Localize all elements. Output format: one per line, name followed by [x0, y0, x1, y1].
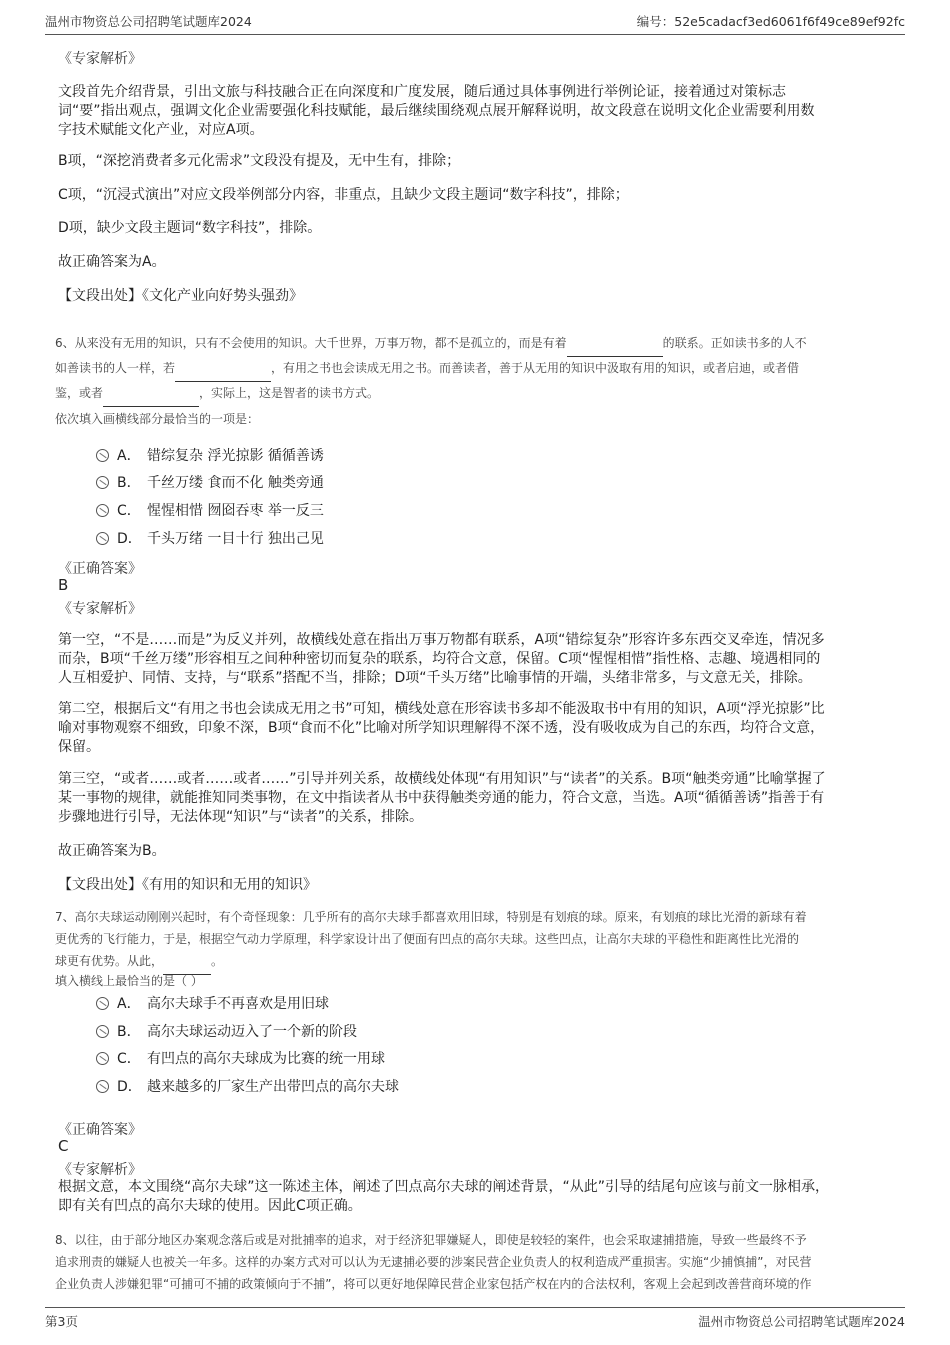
radio-icon[interactable]	[96, 1080, 109, 1093]
option-letter: C．	[117, 1051, 141, 1067]
option-letter: A．	[117, 448, 141, 464]
q7-analysis	[58, 1178, 892, 1216]
q7-option-b[interactable]	[96, 1021, 357, 1041]
q6-stem-line	[55, 357, 900, 382]
analysis-line: 人互相爱护、同情、支持，与“联系”搭配不当，排除；D项“千头万绪”比喻事情的开端，头绪非常多，与文意无关，排除。	[58, 670, 812, 686]
option-text: 高尔夫球手不再喜欢是用旧球	[147, 996, 329, 1012]
q6-blank-3	[103, 384, 199, 407]
q6-analysis-blank1	[58, 631, 892, 688]
q6-analysis-blank3	[58, 770, 892, 827]
q7-option-a[interactable]	[96, 993, 329, 1013]
header-code-label: 编号：	[636, 14, 675, 29]
option-letter: B．	[117, 475, 141, 491]
option-text: 越来越多的厂家生产出带凹点的高尔夫球	[147, 1079, 399, 1095]
q6-conclusion: 故正确答案为B。	[58, 843, 166, 859]
radio-icon[interactable]	[96, 1052, 109, 1065]
q6-analysis-blank2	[58, 700, 892, 757]
radio-icon[interactable]	[96, 504, 109, 517]
footer-divider	[45, 1307, 905, 1308]
q6-answer: B	[58, 576, 69, 594]
q7-text: 。	[211, 954, 224, 968]
option-text: 千丝万缕 食而不化 触类旁通	[147, 475, 324, 491]
option-letter: B．	[117, 1024, 141, 1040]
q7-answer: C	[58, 1137, 69, 1155]
option-text: 错综复杂 浮光掠影 循循善诱	[147, 448, 324, 464]
q7-text: 球更有优势。从此，	[55, 954, 164, 968]
prev-option-b-analysis: B项，“深挖消费者多元化需求”文段没有提及，无中生有，排除；	[58, 153, 461, 169]
q7-option-d[interactable]	[96, 1076, 399, 1096]
footer-title: 温州市物资总公司招聘笔试题库2024	[698, 1314, 905, 1329]
q6-analysis-label: 《专家解析》	[58, 601, 142, 617]
q8-stem-line: 8、以往，由于部分地区办案观念落后或是对批捕率的追求，对于经济犯罪嫌疑人，即使是较轻的案件，也会采取逮捕措施，导致一些最终不予	[55, 1233, 807, 1247]
analysis-line: 某一事物的规律，就能推知同类事物，在文中指读者从书中获得触类旁通的能力，符合文意，当选。A项“循循善诱”指善于有	[58, 790, 825, 806]
option-letter: C．	[117, 503, 141, 519]
radio-icon[interactable]	[96, 1025, 109, 1038]
q6-text: 6、从来没有无用的知识，只有不会使用的知识。大千世界，万事万物，都不是孤立的，而是有着	[55, 336, 567, 350]
header-code-value: 52e5cadacf3ed6061f6f49ce89ef92fc	[674, 14, 905, 29]
option-letter: D．	[117, 1079, 142, 1095]
option-letter: D．	[117, 531, 142, 547]
q7-stem-line: 7、高尔夫球运动刚刚兴起时，有个奇怪现象：几乎所有的高尔夫球手都喜欢用旧球，特别是有划痕的球。原来，有划痕的球比光滑的新球有着	[55, 910, 807, 924]
option-text: 惺惺相惜 囫囵吞枣 举一反三	[147, 503, 324, 519]
q6-stem-line	[55, 332, 900, 357]
q6-text: ，有用之书也会读成无用之书。而善读者，善于从无用的知识中汲取有用的知识，或者启迪，或者借	[271, 361, 800, 375]
radio-icon[interactable]	[96, 532, 109, 545]
analysis-line: 第三空，“或者……或者……或者……”引导并列关系，故横线处体现“有用知识”与“读者”的关系。B项“触类旁通”比喻掌握了	[58, 771, 826, 787]
analysis-line: 而杂，B项“千丝万缕”形容相互之间种种密切而复杂的联系，均符合文意，保留。C项“惺惺相惜”指性格、志趣、境遇相同的	[58, 651, 821, 667]
header-title: 温州市物资总公司招聘笔试题库2024	[45, 14, 252, 29]
radio-icon[interactable]	[96, 449, 109, 462]
q8-stem-line: 企业负责人涉嫌犯罪“可捕可不捕的政策倾向于不捕”，将可以更好地保障民营企业家包括产权在内的合法权利，客观上会起到改善营商环境的作	[55, 1277, 812, 1291]
q8-stem	[55, 1229, 900, 1295]
q7-answer-label: 《正确答案》	[58, 1122, 142, 1138]
analysis-line: 喻对事物观察不细致，印象不深，B项“食而不化”比喻对所学知识理解得不深不透，没有吸收成为自己的东西，均符合文意，	[58, 720, 825, 736]
prev-option-c-analysis: C项，“沉浸式演出”对应文段举例部分内容，非重点，且缺少文段主题词“数字科技”，排除；	[58, 187, 629, 203]
q6-stem-line	[55, 382, 900, 407]
analysis-line: 即有关有凹点的高尔夫球的使用。因此C项正确。	[58, 1198, 362, 1214]
q6-blank-1	[567, 334, 663, 357]
analysis-line: 保留。	[58, 739, 100, 755]
q7-option-c[interactable]	[96, 1048, 385, 1068]
analysis-line: 根据文意，本文围绕“高尔夫球”这一陈述主体，阐述了凹点高尔夫球的阐述背景，“从此”引导的结尾句应该与前文一脉相承，	[58, 1179, 830, 1195]
page-header	[45, 12, 905, 30]
q6-answer-label: 《正确答案》	[58, 561, 142, 577]
q6-text: ，实际上，这是智者的读书方式。	[199, 386, 380, 400]
prev-conclusion: 故正确答案为A。	[58, 254, 166, 270]
q6-blank-2	[175, 359, 271, 382]
prev-analysis-label: 《专家解析》	[58, 51, 142, 67]
page-number: 第3页	[45, 1314, 78, 1329]
q8-stem-line: 追求刑责的嫌疑人也被关一年多。这样的办案方式对可以认为无逮捕必要的涉案民营企业负责人的权利造成严重损害。实施“少捕慎捕”，对民营	[55, 1255, 812, 1269]
q7-stem	[55, 906, 900, 975]
q6-option-a[interactable]	[96, 445, 324, 465]
q7-hint: 填入横线上最恰当的是（ ）	[55, 974, 203, 988]
header-divider	[45, 34, 905, 35]
q7-stem-line: 更优秀的飞行能力，于是，根据空气动力学原理，科学家设计出了便面有凹点的高尔夫球。这些凹点，让高尔夫球的平稳性和距离性比光滑的	[55, 932, 800, 946]
prev-p1-line: 字技术赋能文化产业，对应A项。	[58, 122, 264, 138]
option-letter: A．	[117, 996, 141, 1012]
prev-analysis-p1	[58, 83, 892, 140]
analysis-line: 第二空，根据后文“有用之书也会读成无用之书”可知，横线处意在形容读书多却不能汲取书中有用的知识，A项“浮光掠影”比	[58, 701, 825, 717]
q6-text: 鉴，或者	[55, 386, 104, 400]
prev-option-d-analysis: D项，缺少文段主题词“数字科技”，排除。	[58, 220, 322, 236]
q6-text: 如善读书的人一样，若	[55, 361, 176, 375]
option-text: 有凹点的高尔夫球成为比赛的统一用球	[147, 1051, 385, 1067]
prev-p1-line: 文段首先介绍背景，引出文旅与科技融合正在向深度和广度发展，随后通过具体事例进行举例论证，接着通过对策标志	[58, 84, 786, 100]
radio-icon[interactable]	[96, 997, 109, 1010]
option-text: 千头万绪 一目十行 独出己见	[147, 531, 324, 547]
q6-option-b[interactable]	[96, 472, 324, 492]
prev-source: 【文段出处】《文化产业向好势头强劲》	[58, 288, 303, 304]
q6-stem	[55, 332, 900, 407]
q6-option-d[interactable]	[96, 528, 324, 548]
q6-hint: 依次填入画横线部分最恰当的一项是：	[55, 412, 260, 426]
option-text: 高尔夫球运动迈入了一个新的阶段	[147, 1024, 357, 1040]
header-code	[637, 12, 905, 30]
q6-text: 的联系。正如读书多的人不	[662, 336, 807, 350]
analysis-line: 步骤地进行引导，无法体现“知识”与“读者”的关系，排除。	[58, 809, 424, 825]
q6-source: 【文段出处】《有用的知识和无用的知识》	[58, 877, 317, 893]
prev-p1-line: 词“要”指出观点，强调文化企业需要强化科技赋能，最后继续围绕观点展开解释说明，故文段意在说明文化企业需要利用数	[58, 103, 815, 119]
q7-analysis-label: 《专家解析》	[58, 1162, 142, 1178]
radio-icon[interactable]	[96, 476, 109, 489]
q6-option-c[interactable]	[96, 500, 324, 520]
analysis-line: 第一空，“不是……而是”为反义并列，故横线处意在指出万事万物都有联系，A项“错综复杂”形容许多东西交叉牵连，情况多	[58, 632, 825, 648]
